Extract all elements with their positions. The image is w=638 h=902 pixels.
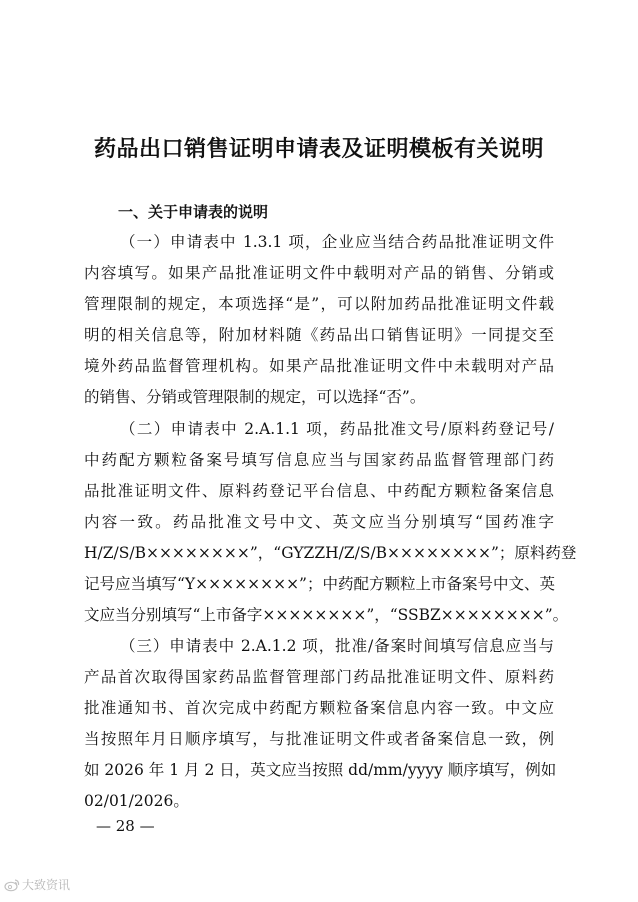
paragraph-2-line: H/Z/S/B××××××××”，“GYZZH/Z/S/B××××××××”；原料药登 [84,544,577,562]
paragraph-1-line: 明的相关信息等，附加材料随《药品出口销售证明》一同提交至 [84,326,554,344]
section-heading: 一、关于申请表的说明 [118,203,269,221]
paragraph-1-line: 内容填写。如果产品批准证明文件中载明对产品的销售、分销或 [84,264,554,282]
paragraph-3-line: 02/01/2026。 [84,792,189,810]
paragraph-3-line: 如 2026 年 1 月 2 日，英文应当按照 dd/mm/yyyy 顺序填写，例如 [84,761,557,779]
document-title: 药品出口销售证明申请表及证明模板有关说明 [93,136,544,162]
paragraph-2-line: 内容一致。药品批准文号中文、英文应当分别填写“国药准字 [84,513,554,531]
paragraph-3-line: 当按照年月日顺序填写，与批准证明文件或者备案信息一致，例 [84,730,554,748]
watermark-text: 大致资讯 [22,878,71,892]
paragraph-3-line: （三）申请表中 2.A.1.2 项，批准/备案时间填写信息应当与 [120,637,554,655]
paragraph-3-line: 批准通知书、首次完成中药配方颗粒备案信息内容一致。中文应 [84,699,554,717]
paragraph-1-line: 管理限制的规定，本项选择“是”，可以附加药品批准证明文件载 [84,295,554,313]
page-number: — 28 — [96,817,155,835]
paragraph-2-line: 文应当分别填写“上市备字××××××××”，“SSBZ××××××××”。 [84,606,569,624]
paragraph-1-line: （一）申请表中 1.3.1 项，企业应当结合药品批准证明文件 [120,233,554,251]
paragraph-2-line: 品批准证明文件、原料药登记平台信息、中药配方颗粒备案信息 [84,482,554,500]
paragraph-3-line: 产品首次取得国家药品监督管理部门药品批准证明文件、原料药 [84,668,554,686]
paragraph-1-line: 的销售、分销或管理限制的规定，可以选择“否”。 [84,388,426,406]
paragraph-2-line: （二）申请表中 2.A.1.1 项，药品批准文号/原料药登记号/ [120,420,554,438]
paragraph-2-line: 中药配方颗粒备案号填写信息应当与国家药品监督管理部门药 [84,451,554,469]
weibo-logo-icon [4,878,20,892]
paragraph-2-line: 记号应当填写“Y××××××××”；中药配方颗粒上市备案号中文、英 [84,575,555,593]
watermark [4,876,70,894]
paragraph-1-line: 境外药品监督管理机构。如果产品批准证明文件中未载明对产品 [84,357,554,375]
